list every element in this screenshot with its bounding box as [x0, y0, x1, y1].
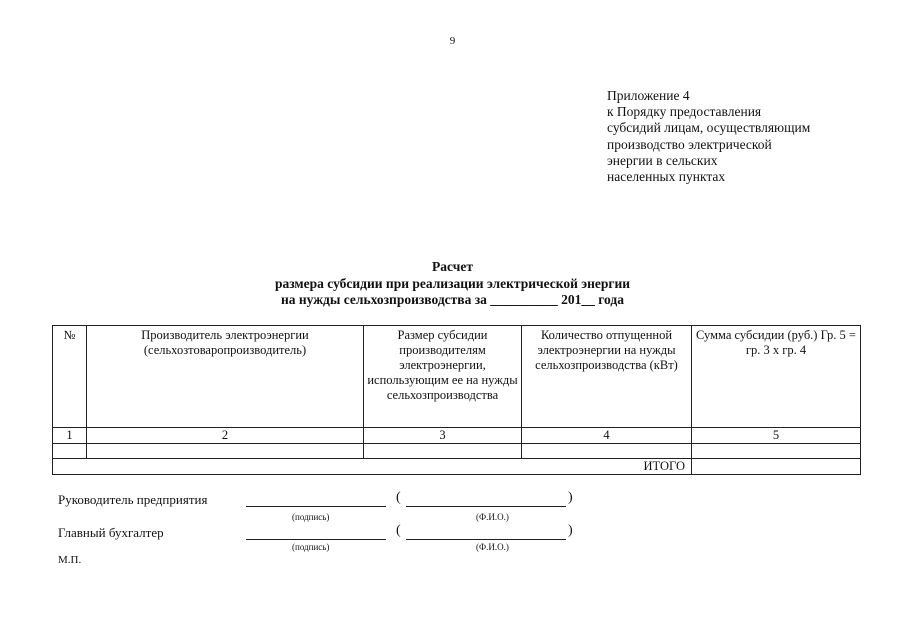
appendix-note	[607, 88, 810, 185]
table-header-row	[53, 326, 861, 428]
open-paren: (	[396, 490, 401, 505]
header-cell-subsidy-sum: Сумма субсидии (руб.) Гр. 5 = гр. 3 х гр. 4	[692, 326, 861, 428]
appendix-line: энергии в сельских	[607, 152, 718, 168]
table-row	[53, 444, 861, 459]
director-name-line[interactable]	[406, 506, 566, 507]
appendix-line: производство электрической	[607, 136, 772, 152]
total-value-cell[interactable]	[692, 459, 861, 475]
header-cell-producer: Производитель электроэнергии (сельхозтоваропроизводитель)	[87, 326, 364, 428]
appendix-line: к Порядку предоставления	[607, 104, 762, 120]
appendix-line: Приложение 4	[607, 88, 690, 103]
appendix-line: населенных пунктах	[607, 169, 726, 185]
close-paren: )	[568, 490, 573, 505]
total-label: ИТОГО	[53, 459, 692, 475]
table-cell[interactable]	[364, 444, 522, 459]
table-cell[interactable]	[53, 444, 87, 459]
table-cell[interactable]	[87, 444, 364, 459]
header-cell-energy-amount: Количество отпущенной электроэнергии на нужды сельхозпроизводства (кВт)	[522, 326, 692, 428]
page-number: 9	[449, 35, 456, 47]
appendix-line: субсидий лицам, осуществляющим	[607, 120, 811, 136]
table-cell[interactable]	[692, 444, 861, 459]
subsidy-table	[52, 325, 861, 475]
title-line-2: размера субсидии при реализации электрической энергии	[274, 275, 631, 291]
director-signature-line[interactable]	[246, 506, 386, 507]
close-paren: )	[568, 523, 573, 538]
accountant-name-line[interactable]	[406, 539, 566, 540]
signature-caption: (подпись)	[292, 542, 330, 552]
column-number-row	[53, 428, 861, 444]
accountant-label: Главный бухгалтер	[58, 525, 164, 540]
total-row	[53, 459, 861, 475]
open-paren: (	[396, 523, 401, 538]
table-cell[interactable]	[522, 444, 692, 459]
stamp-label: М.П.	[58, 554, 82, 566]
header-cell-subsidy-size: Размер субсидии производителям электроэнергии, использующим ее на нужды сельхозпроизводства	[364, 326, 522, 428]
column-number: 2	[87, 428, 364, 444]
name-caption: (Ф.И.О.)	[476, 512, 509, 522]
column-number: 5	[692, 428, 861, 444]
director-label: Руководитель предприятия	[58, 492, 208, 507]
header-cell-number: №	[53, 326, 87, 428]
column-number: 1	[53, 428, 87, 444]
name-caption: (Ф.И.О.)	[476, 542, 509, 552]
accountant-signature-line[interactable]	[246, 539, 386, 540]
title-line-1: Расчет	[432, 259, 473, 274]
title-line-3: на нужды сельхозпроизводства за __________ 201__ года	[280, 292, 624, 307]
column-number: 3	[364, 428, 522, 444]
document-title	[0, 259, 905, 309]
column-number: 4	[522, 428, 692, 444]
signature-caption: (подпись)	[292, 512, 330, 522]
